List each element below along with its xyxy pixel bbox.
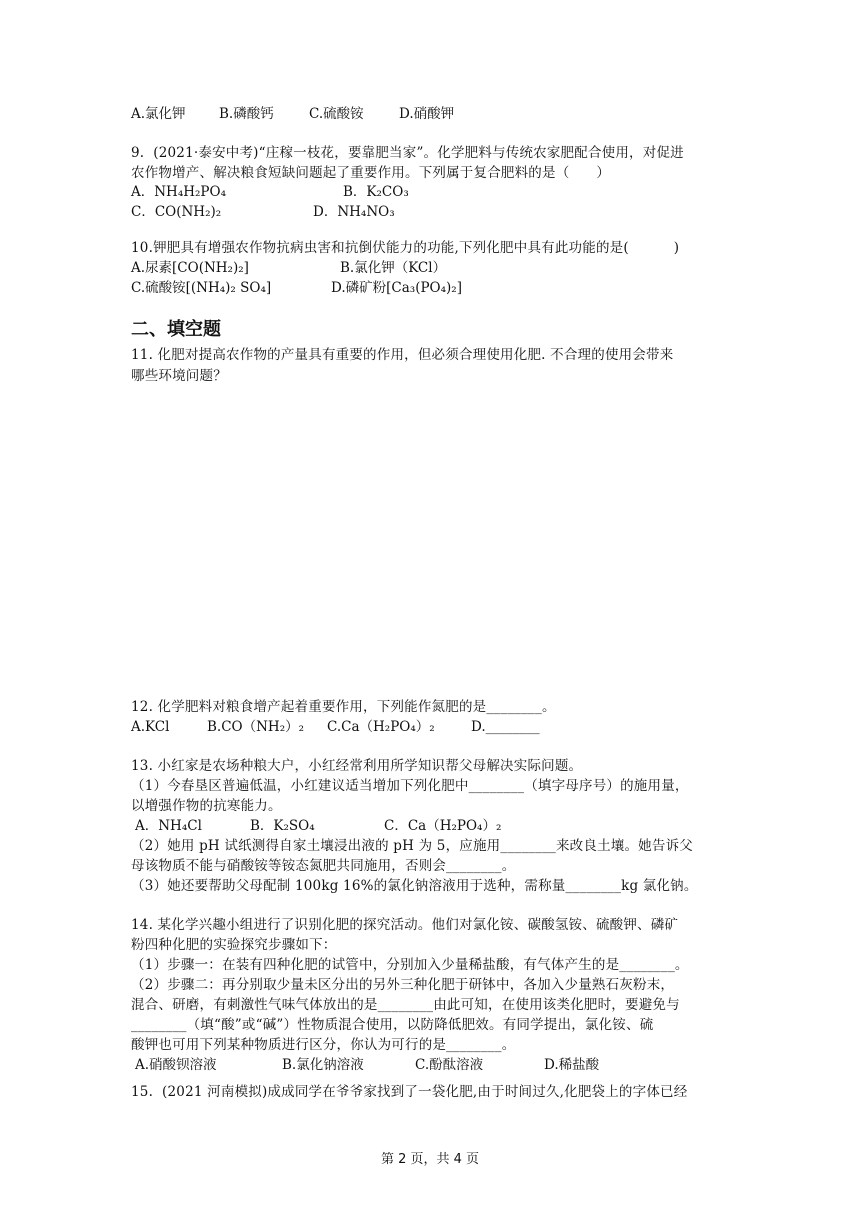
q8-option-d: D.硝酸钾 xyxy=(399,106,455,122)
q10-option-b: B.氯化钾（KCl） xyxy=(340,260,447,276)
q14-option-a: A.硝酸钡溶液 xyxy=(135,1057,217,1073)
q12-option-a: A.KCl xyxy=(131,719,170,735)
q9-text-line-1: 9. (2021·泰安中考)“庄稼一枝花，要靠肥当家”。化学肥料与传统农家肥配合使用，对促进 xyxy=(131,145,684,161)
q13-text-line-4: （2）她用 pH 试纸测得自家土壤浸出液的 pH 为 5，应施用________来改良土壤。她告诉父 xyxy=(131,838,693,854)
q9-text-line-2: 农作物增产、解决粮食短缺问题起了重要作用。下列属于复合肥料的是（ ） xyxy=(131,165,611,181)
q8-option-b: B.磷酸钙 xyxy=(219,106,274,122)
q9-option-a: A．NH₄H₂PO₄ xyxy=(131,184,226,200)
q9-option-b: B．K₂CO₃ xyxy=(343,184,409,200)
q12-text-line-1: 12. 化学肥料对粮食增产起着重要作用，下列能作氮肥的是________。 xyxy=(131,699,556,715)
q12-option-c: C.Ca（H₂PO₄）₂ xyxy=(327,719,435,735)
q14-text-line-6: ________（填“酸”或“碱”）性物质混合使用，以防降低肥效。有同学提出，氯化铵、硫 xyxy=(131,1017,654,1033)
q14-text-line-7: 酸钾也可用下列某种物质进行区分，你认为可行的是________。 xyxy=(131,1037,516,1053)
q10-option-d: D.磷矿粉[Ca₃(PO₄)₂] xyxy=(331,280,462,296)
q14-option-c: C.酚酞溶液 xyxy=(415,1057,484,1073)
q10-option-a: A.尿素[CO(NH₂)₂] xyxy=(131,260,249,276)
q10-text-line-1: 10.钾肥具有增强农作物抗病虫害和抗倒伏能力的功能,下列化肥中具有此功能的是( ) xyxy=(131,240,680,256)
q14-text-line-4: （2）步骤二：再分别取少量未区分出的另外三种化肥于研钵中，各加入少量熟石灰粉末， xyxy=(131,977,675,993)
q9-option-d: D．NH₄NO₃ xyxy=(313,204,395,220)
q13-text-line-5: 母该物质不能与硝酸铵等铵态氮肥共同施用，否则会________。 xyxy=(131,858,516,874)
q8-option-a: A.氯化钾 xyxy=(131,106,186,122)
q12-option-d: D.________ xyxy=(471,719,540,735)
q11-text-line-2: 哪些环境问题？ xyxy=(131,368,227,384)
q13-option-a: A．NH₄Cl xyxy=(135,818,202,834)
q13-option-b: B．K₂SO₄ xyxy=(250,818,315,834)
q13-option-c: C．Ca（H₂PO₄）₂ xyxy=(384,818,502,834)
section-title-fill-in: 二、填空题 xyxy=(131,319,221,340)
q13-text-line-1: 13. 小红家是农场种粮大户，小红经常利用所学知识帮父母解决实际问题。 xyxy=(131,758,583,774)
q13-text-line-3: 以增强作物的抗寒能力。 xyxy=(131,798,282,814)
q14-text-line-2: 粉四种化肥的实验探究步骤如下： xyxy=(131,937,337,953)
q14-text-line-3: （1）步骤一：在装有四种化肥的试管中，分别加入少量稀盐酸，有气体产生的是________。 xyxy=(131,957,689,973)
q14-option-b: B.氯化钠溶液 xyxy=(282,1057,364,1073)
q12-option-b: B.CO（NH₂）₂ xyxy=(207,719,305,735)
q13-text-line-2: （1）今春垦区普遍低温，小红建议适当增加下列化肥中________（填字母序号）的施用量， xyxy=(131,778,689,794)
q9-option-c: C．CO(NH₂)₂ xyxy=(131,204,222,220)
q11-text-line-1: 11. 化肥对提高农作物的产量具有重要的作用，但必须合理使用化肥. 不合理的使用会带来 xyxy=(131,347,674,363)
q10-option-c: C.硫酸铵[(NH₄)₂ SO₄] xyxy=(131,280,272,296)
q14-option-d: D.稀盐酸 xyxy=(544,1057,600,1073)
q14-text-line-5: 混合、研磨，有刺激性气味气体放出的是________由此可知，在使用该类化肥时，要避免与 xyxy=(131,997,680,1013)
page-footer: 第 2 页，共 4 页 xyxy=(380,1152,480,1167)
q14-text-line-1: 14. 某化学兴趣小组进行了识别化肥的探究活动。他们对氯化铵、碳酸氢铵、硫酸钾、磷矿 xyxy=(131,917,679,933)
q15-text-line-1: 15. (2021 河南模拟)成成同学在爷爷家找到了一袋化肥,由于时间过久,化肥袋上的字体已经 xyxy=(131,1084,688,1100)
q13-text-line-6: （3）她还要帮助父母配制 100kg 16%的氯化钠溶液用于选种，需称量________kg 氯化钠。 xyxy=(131,878,698,894)
q8-option-c: C.硫酸铵 xyxy=(309,106,364,122)
